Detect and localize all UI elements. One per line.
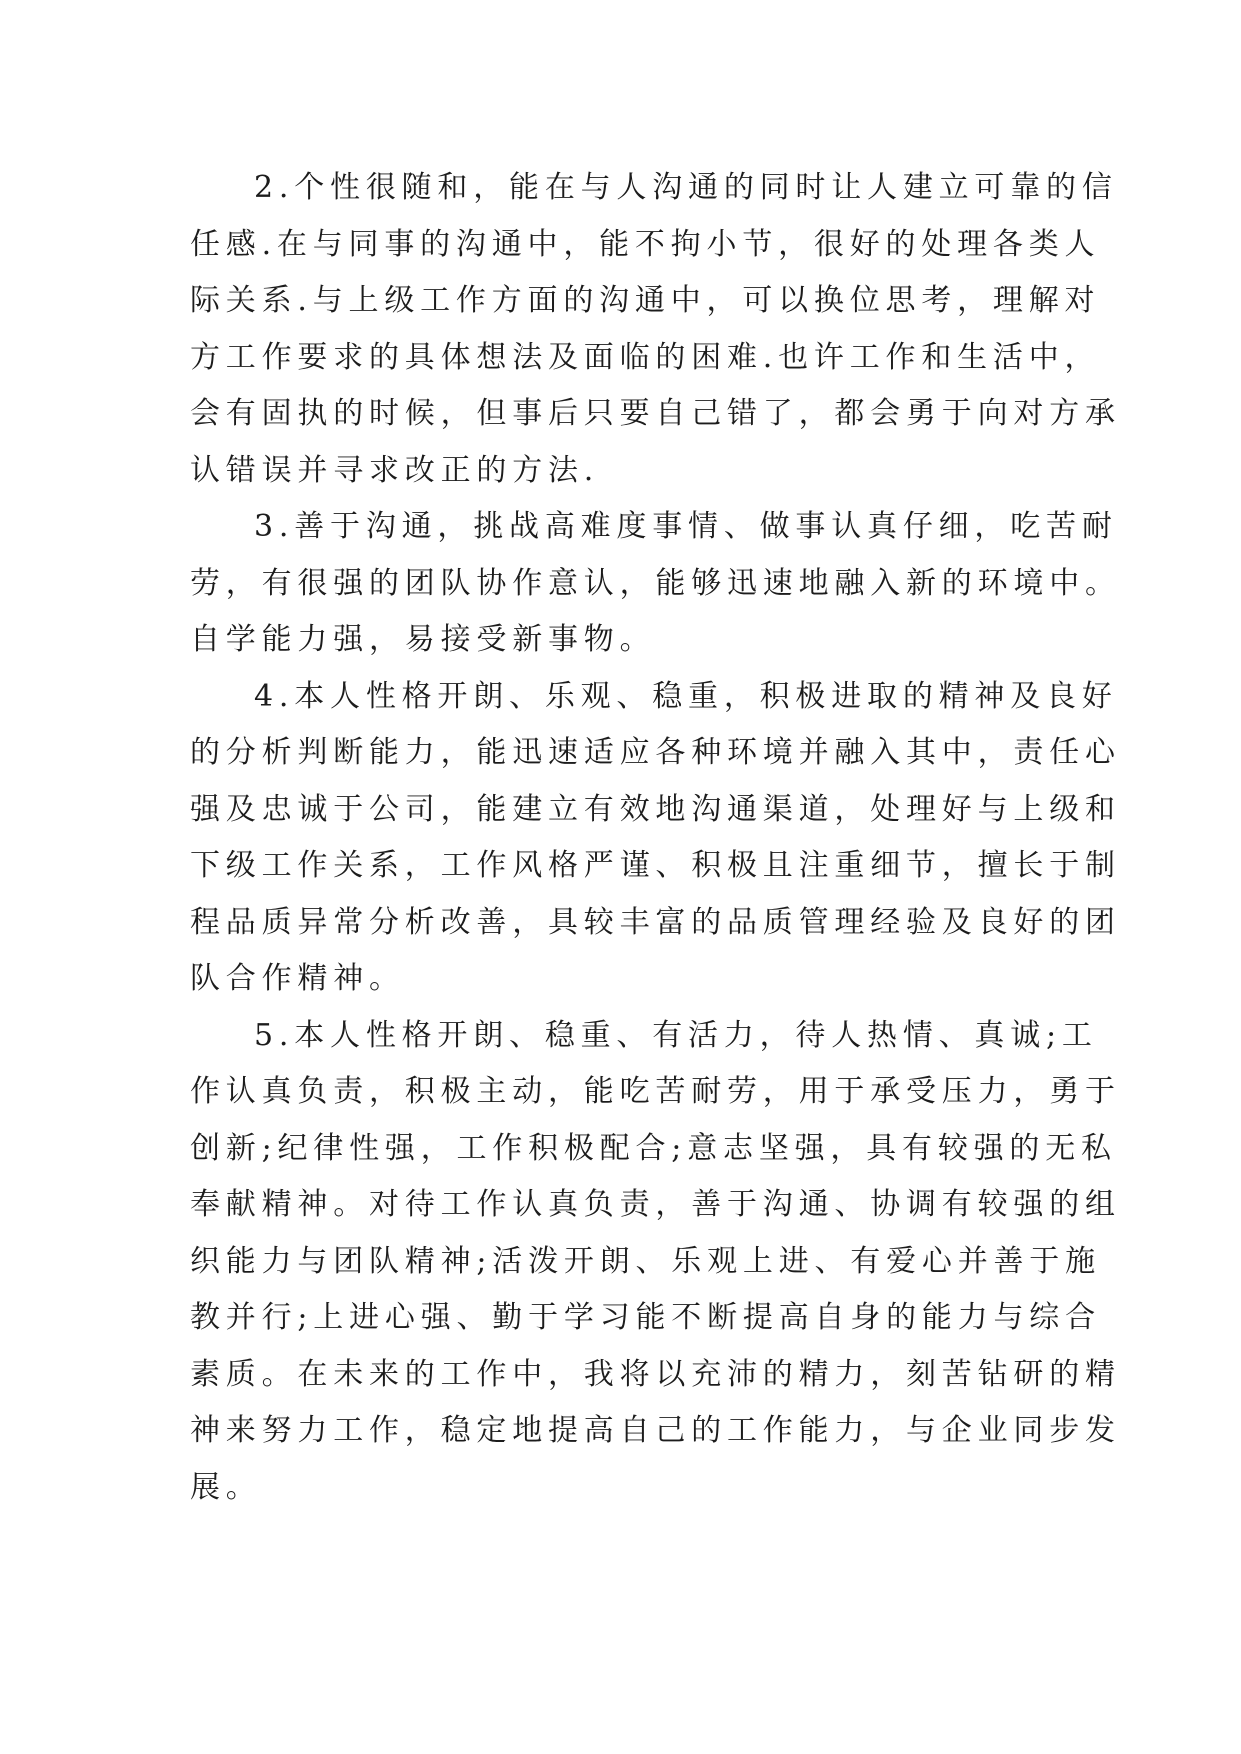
paragraph-line: 奉献精神。对待工作认真负责，善于沟通、协调有较强的组	[190, 1187, 1121, 1222]
paragraph-line: 2.个性很随和，能在与人沟通的同时让人建立可靠的信	[254, 170, 1118, 205]
paragraph-line: 的分析判断能力，能迅速适应各种环境并融入其中，责任心	[190, 735, 1121, 770]
paragraph-line: 神来努力工作，稳定地提高自己的工作能力，与企业同步发	[190, 1413, 1121, 1448]
paragraph-line: 际关系.与上级工作方面的沟通中，可以换位思考，理解对	[190, 283, 1101, 318]
paragraph-line: 展。	[190, 1469, 262, 1505]
paragraph-line: 创新;纪律性强，工作积极配合;意志坚强，具有较强的无私	[190, 1130, 1117, 1166]
paragraph-3	[190, 499, 1121, 669]
paragraph-line: 劳，有很强的团队协作意认，能够迅速地融入新的环境中。	[190, 565, 1121, 601]
paragraph-line: 队合作精神。	[190, 961, 405, 996]
paragraph-line: 方工作要求的具体想法及面临的困难.也许工作和生活中，	[190, 339, 1101, 375]
paragraph-line: 5.本人性格开朗、稳重、有活力，待人热情、真诚;工	[254, 1017, 1098, 1053]
paragraph-4	[190, 669, 1121, 1008]
paragraph-line: 4.本人性格开朗、乐观、稳重，积极进取的精神及良好	[254, 678, 1118, 714]
paragraph-line: 3.善于沟通，挑战高难度事情、做事认真仔细，吃苦耐	[254, 509, 1118, 544]
paragraph-line: 作认真负责，积极主动，能吃苦耐劳，用于承受压力，勇于	[190, 1074, 1121, 1109]
paragraph-line: 织能力与团队精神;活泼开朗、乐观上进、有爱心并善于施	[190, 1243, 1101, 1279]
paragraph-line: 教并行;上进心强、勤于学习能不断提高自身的能力与综合	[190, 1300, 1101, 1335]
paragraph-line: 会有固执的时候，但事后只要自己错了，都会勇于向对方承	[190, 396, 1121, 431]
paragraph-line: 自学能力强，易接受新事物。	[190, 622, 656, 657]
document-body	[190, 160, 1121, 1516]
paragraph-line: 强及忠诚于公司，能建立有效地沟通渠道，处理好与上级和	[190, 791, 1121, 827]
paragraph-line: 下级工作关系，工作风格严谨、积极且注重细节，擅长于制	[190, 848, 1121, 883]
paragraph-2	[190, 160, 1121, 499]
paragraph-line: 程品质异常分析改善，具较丰富的品质管理经验及良好的团	[190, 904, 1121, 940]
paragraph-5	[190, 1008, 1121, 1517]
paragraph-line: 认错误并寻求改正的方法.	[190, 452, 600, 488]
paragraph-line: 任感.在与同事的沟通中，能不拘小节，很好的处理各类人	[190, 226, 1101, 262]
paragraph-line: 素质。在未来的工作中，我将以充沛的精力，刻苦钻研的精	[190, 1356, 1121, 1392]
